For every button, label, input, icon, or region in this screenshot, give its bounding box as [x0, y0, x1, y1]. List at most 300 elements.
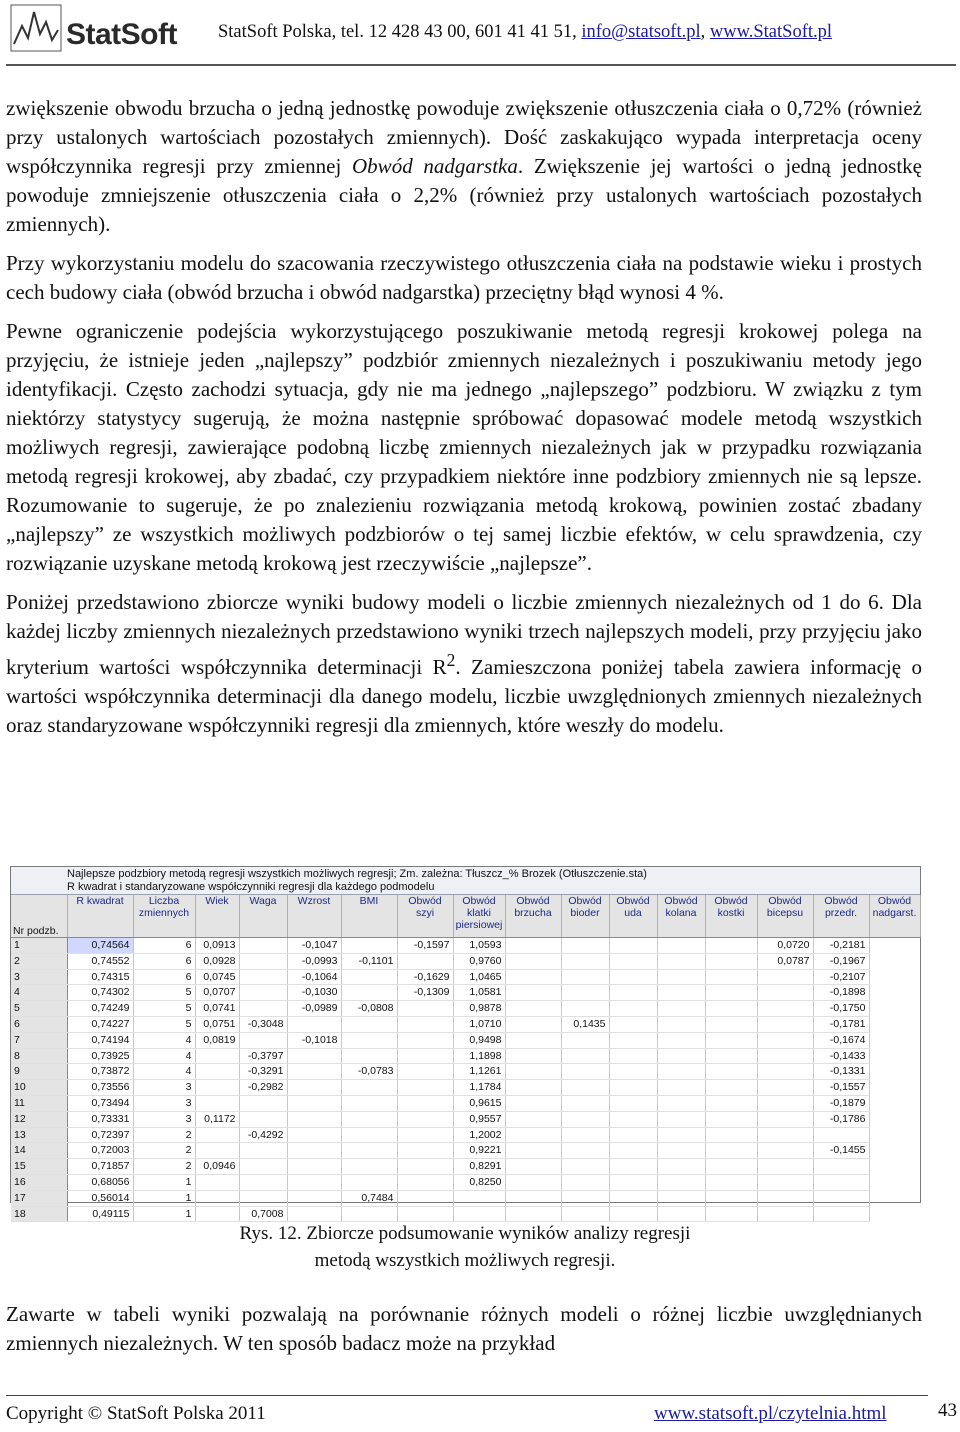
table-cell: [397, 1016, 453, 1032]
column-header: Obwód kostki: [705, 895, 757, 938]
table-cell: 5: [133, 1001, 195, 1017]
table-cell: [341, 938, 397, 954]
table-cell: [239, 985, 287, 1001]
table-cell: [757, 1001, 813, 1017]
p1-text-a: zwiększenie obwodu brzucha o jedną jednostkę powoduje zwiększenie otłuszczenia ciała o 0,72% (również przy ustalonych wartościach pozostałych zmiennych). Dość zaskakująco wypada interpretacja oceny współczynnika regresji przy zmiennej: [6, 96, 922, 178]
table-cell: [561, 1048, 609, 1064]
table-cell: [813, 1174, 869, 1190]
table-row: [11, 1095, 920, 1111]
table-row: [11, 969, 920, 985]
table-cell: 0,0913: [195, 938, 239, 954]
figure-title-line-2: R kwadrat i standaryzowane współczynniki regresji dla każdego podmodelu: [67, 881, 435, 893]
table-cell: 0,73556: [67, 1080, 133, 1096]
table-cell: [705, 1111, 757, 1127]
table-cell: 1,2002: [453, 1127, 505, 1143]
table-cell: 1,0593: [453, 938, 505, 954]
table-cell: 0,74249: [67, 1001, 133, 1017]
p1-italic-term: Obwód nadgarstka: [352, 154, 518, 178]
column-header: Obwód brzucha: [505, 895, 561, 938]
table-cell: [813, 1127, 869, 1143]
table-cell: [609, 938, 657, 954]
table-cell: -0,1030: [287, 985, 341, 1001]
row-number-cell: 2: [11, 953, 67, 969]
table-cell: [397, 1064, 453, 1080]
column-header: Obwód kolana: [657, 895, 705, 938]
table-cell: 1,1784: [453, 1080, 505, 1096]
table-cell: [505, 1190, 561, 1206]
table-cell: [561, 938, 609, 954]
table-cell: 0,74302: [67, 985, 133, 1001]
table-cell: [505, 1032, 561, 1048]
table-cell: 0,73494: [67, 1095, 133, 1111]
table-cell: [609, 1127, 657, 1143]
row-number-cell: 7: [11, 1032, 67, 1048]
table-cell: 5: [133, 1016, 195, 1032]
table-cell: -0,2107: [813, 969, 869, 985]
table-cell: [657, 1159, 705, 1175]
row-number-cell: 9: [11, 1064, 67, 1080]
table-cell: 2: [133, 1159, 195, 1175]
table-cell: [505, 938, 561, 954]
statsoft-logo: [10, 4, 190, 54]
table-cell: 1: [133, 1174, 195, 1190]
table-cell: [397, 1111, 453, 1127]
table-cell: [195, 1095, 239, 1111]
p1-text-b: . Zwiększenie jej wartości o jedną jednostkę powoduje zmniejszenie otłuszczenia ciała o 2,2% (również przy ustalonych wartościach pozostałych zmiennych).: [6, 154, 923, 236]
table-cell: -0,3291: [239, 1064, 287, 1080]
table-cell: [341, 1159, 397, 1175]
table-row: [11, 1111, 920, 1127]
table-cell: [609, 1016, 657, 1032]
table-row: [11, 938, 920, 954]
table-cell: 0,0751: [195, 1016, 239, 1032]
table-cell: [757, 985, 813, 1001]
paragraph-1: [6, 94, 922, 239]
column-header: Liczba zmiennych: [133, 895, 195, 938]
table-cell: [397, 1001, 453, 1017]
table-cell: [757, 1048, 813, 1064]
table-cell: 0,56014: [67, 1190, 133, 1206]
table-cell: [609, 953, 657, 969]
table-cell: 0,0720: [757, 938, 813, 954]
table-cell: [757, 1016, 813, 1032]
table-cell: [813, 1159, 869, 1175]
table-cell: [561, 1001, 609, 1017]
table-cell: [657, 1174, 705, 1190]
table-cell: [397, 1159, 453, 1175]
table-cell: 2: [133, 1143, 195, 1159]
table-cell: 0,9878: [453, 1001, 505, 1017]
table-cell: 0,73331: [67, 1111, 133, 1127]
table-cell: [195, 1127, 239, 1143]
table-cell: [609, 985, 657, 1001]
figure-title-line-1: Najlepsze podzbiory metodą regresji wszystkich możliwych regresji; Zm. zależna: Tłuszcz_% Brozek (Otłuszczenie.sta): [67, 868, 647, 880]
row-header-label: Nr podzb.: [11, 895, 67, 938]
table-cell: [705, 1174, 757, 1190]
table-cell: [287, 1190, 341, 1206]
table-cell: [561, 1190, 609, 1206]
table-cell: [657, 1032, 705, 1048]
table-cell: [397, 1032, 453, 1048]
table-cell: 0,0741: [195, 1001, 239, 1017]
table-cell: [397, 1127, 453, 1143]
row-number-cell: 13: [11, 1127, 67, 1143]
table-cell: 6: [133, 938, 195, 954]
table-cell: [609, 1080, 657, 1096]
column-header: Obwód przedr.: [813, 895, 869, 938]
table-cell: 6: [133, 953, 195, 969]
table-cell: 0,9760: [453, 953, 505, 969]
table-cell: -0,1557: [813, 1080, 869, 1096]
table-cell: [657, 1016, 705, 1032]
logo-chart-icon: [10, 4, 64, 54]
table-cell: 0,0745: [195, 969, 239, 985]
table-cell: [195, 1174, 239, 1190]
results-table-figure: [10, 866, 921, 1220]
table-cell: [705, 938, 757, 954]
table-cell: 0,9615: [453, 1095, 505, 1111]
table-cell: [561, 1127, 609, 1143]
table-cell: 0,72397: [67, 1127, 133, 1143]
table-cell: 0,9498: [453, 1032, 505, 1048]
table-cell: 0,9557: [453, 1111, 505, 1127]
table-cell: -0,0989: [287, 1001, 341, 1017]
column-header: Wiek: [195, 895, 239, 938]
table-cell: 0,74194: [67, 1032, 133, 1048]
table-cell: [757, 1032, 813, 1048]
contact-separator: ,: [700, 22, 706, 42]
table-body: [11, 938, 920, 1222]
column-header: Obwód bioder: [561, 895, 609, 938]
table-cell: [341, 1127, 397, 1143]
table-cell: [657, 969, 705, 985]
table-cell: 1,1898: [453, 1048, 505, 1064]
table-cell: -0,3048: [239, 1016, 287, 1032]
table-cell: [609, 1048, 657, 1064]
email-link[interactable]: info@statsoft.pl: [581, 22, 701, 42]
table-cell: 1,0581: [453, 985, 505, 1001]
table-cell: -0,1101: [341, 953, 397, 969]
table-cell: [341, 1174, 397, 1190]
table-cell: [705, 985, 757, 1001]
table-cell: [239, 1190, 287, 1206]
table-cell: [561, 1143, 609, 1159]
table-cell: [505, 1174, 561, 1190]
column-header: Obwód klatki piersiowej: [453, 895, 505, 938]
table-cell: [657, 1095, 705, 1111]
table-cell: [657, 1064, 705, 1080]
paragraph-2: Przy wykorzystaniu modelu do szacowania rzeczywistego otłuszczenia ciała na podstawie wieku i prostych cech budowy ciała (obwód brzucha i obwód nadgarstka) przeciętny błąd wynosi 4 %.: [6, 251, 922, 304]
row-number-cell: 6: [11, 1016, 67, 1032]
table-cell: [341, 985, 397, 1001]
table-cell: [397, 1080, 453, 1096]
column-header: BMI: [341, 895, 397, 938]
table-row: [11, 1190, 920, 1206]
table-cell: [705, 1159, 757, 1175]
table-cell: [657, 1111, 705, 1127]
table-cell: 0,74564: [67, 938, 133, 954]
header-contact: [218, 22, 832, 43]
table-cell: [287, 1016, 341, 1032]
table-cell: [397, 953, 453, 969]
table-cell: -0,1967: [813, 953, 869, 969]
paragraph-5: Zawarte w tabeli wyniki pozwalają na porównanie różnych modeli o różnej liczbie uwzględnianych zmiennych niezależnych. W ten sposób badacz może na przykład: [6, 1302, 922, 1355]
table-row: [11, 1001, 920, 1017]
table-row: [11, 1174, 920, 1190]
row-number-cell: 12: [11, 1111, 67, 1127]
page-header: [0, 0, 960, 62]
table-cell: [239, 1111, 287, 1127]
table-cell: [561, 1064, 609, 1080]
table-cell: [757, 1127, 813, 1143]
table-cell: [561, 1080, 609, 1096]
column-header: R kwadrat: [67, 895, 133, 938]
table-cell: [505, 1127, 561, 1143]
table-cell: [453, 1190, 505, 1206]
table-cell: -0,0783: [341, 1064, 397, 1080]
table-cell: 0,73872: [67, 1064, 133, 1080]
table-cell: 0,74552: [67, 953, 133, 969]
table-cell: 0,72003: [67, 1143, 133, 1159]
table-cell: [657, 1143, 705, 1159]
table-cell: [239, 1032, 287, 1048]
table-cell: [239, 1159, 287, 1175]
table-row: [11, 1159, 920, 1175]
table-cell: [705, 1127, 757, 1143]
table-cell: -0,1898: [813, 985, 869, 1001]
table-cell: [705, 1048, 757, 1064]
figure-caption: [0, 1220, 960, 1274]
table-cell: [609, 1174, 657, 1190]
table-cell: -0,0808: [341, 1001, 397, 1017]
table-cell: [397, 1143, 453, 1159]
row-number-cell: 1: [11, 938, 67, 954]
table-cell: -0,2181: [813, 938, 869, 954]
table-cell: [287, 1143, 341, 1159]
table-row: [11, 953, 920, 969]
column-header: Obwód bicepsu: [757, 895, 813, 938]
table-cell: 0,68056: [67, 1174, 133, 1190]
table-cell: [657, 953, 705, 969]
p4-text-b: . Zamieszczona poniżej tabela zawiera informację o wartości współczynnika determinacji dla danego modelu, liczbie uwzględnionych zmiennych niezależnych oraz standaryzowane współczynniki regresji dla zmiennych, które weszły do modelu.: [6, 655, 922, 737]
table-cell: [341, 1048, 397, 1064]
table-cell: [287, 1159, 341, 1175]
table-cell: [657, 1127, 705, 1143]
table-cell: [561, 1159, 609, 1175]
table-cell: [609, 1001, 657, 1017]
table-row: [11, 1016, 920, 1032]
table-cell: [239, 1001, 287, 1017]
table-cell: [505, 953, 561, 969]
table-cell: -0,1064: [287, 969, 341, 985]
table-cell: [705, 1143, 757, 1159]
table-cell: [239, 1095, 287, 1111]
table-cell: [195, 1190, 239, 1206]
table-cell: 5: [133, 985, 195, 1001]
footer-divider: [6, 1395, 928, 1396]
table-cell: [657, 938, 705, 954]
table-header-row: [11, 895, 920, 938]
table-cell: [239, 1174, 287, 1190]
table-row: [11, 1032, 920, 1048]
table-cell: [757, 1190, 813, 1206]
table-cell: -0,1674: [813, 1032, 869, 1048]
table-cell: [705, 1001, 757, 1017]
table-cell: [287, 1111, 341, 1127]
table-cell: -0,1047: [287, 938, 341, 954]
website-link[interactable]: www.StatSoft.pl: [709, 22, 833, 42]
table-cell: 0,71857: [67, 1159, 133, 1175]
table-cell: 0,1435: [561, 1016, 609, 1032]
table-cell: [561, 953, 609, 969]
table-cell: [239, 953, 287, 969]
table-cell: 0,7008: [239, 1206, 287, 1222]
table-cell: 2: [133, 1127, 195, 1143]
table-cell: -0,1786: [813, 1111, 869, 1127]
table-cell: 1,0710: [453, 1016, 505, 1032]
table-cell: -0,1018: [287, 1032, 341, 1048]
table-cell: -0,1331: [813, 1064, 869, 1080]
table-cell: [609, 969, 657, 985]
table-cell: [505, 1016, 561, 1032]
table-cell: 0,7484: [341, 1190, 397, 1206]
table-cell: [609, 1032, 657, 1048]
table-cell: [505, 1111, 561, 1127]
table-cell: 0,1172: [195, 1111, 239, 1127]
table-cell: [609, 1111, 657, 1127]
row-number-cell: 17: [11, 1190, 67, 1206]
row-number-cell: 3: [11, 969, 67, 985]
table-cell: [609, 1064, 657, 1080]
column-header: Obwód uda: [609, 895, 657, 938]
footer-link[interactable]: www.statsoft.pl/czytelnia.html: [654, 1403, 887, 1424]
table-cell: [705, 1080, 757, 1096]
table-cell: -0,0993: [287, 953, 341, 969]
paragraph-3: Pewne ograniczenie podejścia wykorzystującego poszukiwanie metodą regresji krokowej polega na przyjęciu, że istnieje jeden „najlepszy” podzbiór zmiennych niezależnych i poszukiwaniu metody jego identyfikacji. Często zachodzi sytuacja, gdy nie ma jednego „najlepszego” podzbioru. W związku z tym niektórzy statystycy sugerują, że można następnie spróbować dopasować modele metodą wszystkich możliwych regresji, zawierające podobną liczbę zmiennych niezależnych jak w przypadku rozwiązania metodą regresji krokowej, aby zbadać, czy przypadkiem niektóre inne podzbiory zmiennych nie są lepsze. Rozumowanie to sugeruje, że po znalezieniu rozwiązania metodą krokową, powinien zostać zbadany „najlepszy” ze wszystkich możliwych podzbiorów o tej samej liczbie efektów, w celu sprawdzenia, czy rozwiązanie uzyskane metodą krokową jest rzeczywiście „najlepsze”.: [6, 319, 922, 575]
table-cell: [505, 1080, 561, 1096]
table-cell: [757, 1143, 813, 1159]
table-cell: 0,0787: [757, 953, 813, 969]
table-cell: [705, 1032, 757, 1048]
table-cell: [609, 1190, 657, 1206]
table-cell: [657, 985, 705, 1001]
table-cell: [705, 969, 757, 985]
table-cell: -0,1597: [397, 938, 453, 954]
table-cell: [757, 969, 813, 985]
table-cell: [813, 1190, 869, 1206]
row-number-cell: 8: [11, 1048, 67, 1064]
table-cell: [609, 1159, 657, 1175]
table-cell: -0,1433: [813, 1048, 869, 1064]
table-cell: [397, 1095, 453, 1111]
column-header: Wzrost: [287, 895, 341, 938]
table-cell: [609, 1143, 657, 1159]
table-cell: 0,9221: [453, 1143, 505, 1159]
column-header: Waga: [239, 895, 287, 938]
table-cell: [287, 1048, 341, 1064]
table-cell: [609, 1095, 657, 1111]
table-cell: 0,8250: [453, 1174, 505, 1190]
table-cell: -0,1781: [813, 1016, 869, 1032]
p4-text-a: Poniżej przedstawiono zbiorcze wyniki budowy modeli o liczbie zmiennych niezależnych od 1 do 6. Dla każdej liczby zmiennych niezależnych przedstawiono wyniki trzech najlepszych modeli, przy przyjęciu jako kryterium wartości współczynnika determinacji R: [6, 590, 922, 679]
table-cell: -0,2982: [239, 1080, 287, 1096]
table-cell: 4: [133, 1064, 195, 1080]
table-cell: [705, 1190, 757, 1206]
table-cell: [505, 1048, 561, 1064]
table-cell: [757, 1095, 813, 1111]
row-number-cell: 10: [11, 1080, 67, 1096]
table-cell: [239, 1143, 287, 1159]
table-cell: [705, 1064, 757, 1080]
table-cell: 0,73925: [67, 1048, 133, 1064]
table-cell: -0,1309: [397, 985, 453, 1001]
paragraph-4: [6, 588, 922, 740]
table-cell: 0,0928: [195, 953, 239, 969]
row-number-cell: 18: [11, 1206, 67, 1222]
table-cell: [505, 985, 561, 1001]
table-cell: 1,1261: [453, 1064, 505, 1080]
table-cell: [341, 1016, 397, 1032]
table-cell: [657, 1048, 705, 1064]
table-cell: [561, 985, 609, 1001]
table-row: [11, 1143, 920, 1159]
table-cell: [287, 1080, 341, 1096]
table-cell: [757, 1174, 813, 1190]
table-cell: [341, 1032, 397, 1048]
row-number-cell: 14: [11, 1143, 67, 1159]
table-cell: [287, 1127, 341, 1143]
table-cell: [195, 1080, 239, 1096]
table-cell: [505, 1064, 561, 1080]
table-cell: [239, 969, 287, 985]
table-cell: [239, 938, 287, 954]
table-cell: [757, 1159, 813, 1175]
table-cell: 0,74227: [67, 1016, 133, 1032]
logo-text: StatSoft: [66, 18, 177, 51]
table-cell: [505, 1001, 561, 1017]
table-cell: [657, 1080, 705, 1096]
caption-line-1: Rys. 12. Zbiorcze podsumowanie wyników analizy regresji: [239, 1223, 691, 1244]
article-body: [6, 94, 922, 750]
table-cell: 4: [133, 1032, 195, 1048]
table-cell: 1,0465: [453, 969, 505, 985]
table-cell: [505, 969, 561, 985]
table-cell: -0,1629: [397, 969, 453, 985]
column-header: Obwód nadgarst.: [869, 895, 920, 938]
table-cell: 6: [133, 969, 195, 985]
table-cell: 1: [133, 1206, 195, 1222]
table-cell: [341, 1080, 397, 1096]
header-divider: [6, 64, 956, 66]
table-cell: [505, 1143, 561, 1159]
table-cell: [561, 1111, 609, 1127]
table-cell: [341, 969, 397, 985]
table-cell: [705, 1095, 757, 1111]
table-cell: -0,1455: [813, 1143, 869, 1159]
row-number-cell: 5: [11, 1001, 67, 1017]
table-cell: 0,49115: [67, 1206, 133, 1222]
table-cell: [341, 1111, 397, 1127]
table-cell: [657, 1001, 705, 1017]
table-cell: [705, 1016, 757, 1032]
table-cell: 3: [133, 1080, 195, 1096]
table-cell: [561, 1174, 609, 1190]
table-cell: 1: [133, 1190, 195, 1206]
table-cell: 0,8291: [453, 1159, 505, 1175]
footer-copyright: Copyright © StatSoft Polska 2011: [6, 1403, 266, 1424]
table-cell: [287, 1064, 341, 1080]
table-cell: [657, 1190, 705, 1206]
